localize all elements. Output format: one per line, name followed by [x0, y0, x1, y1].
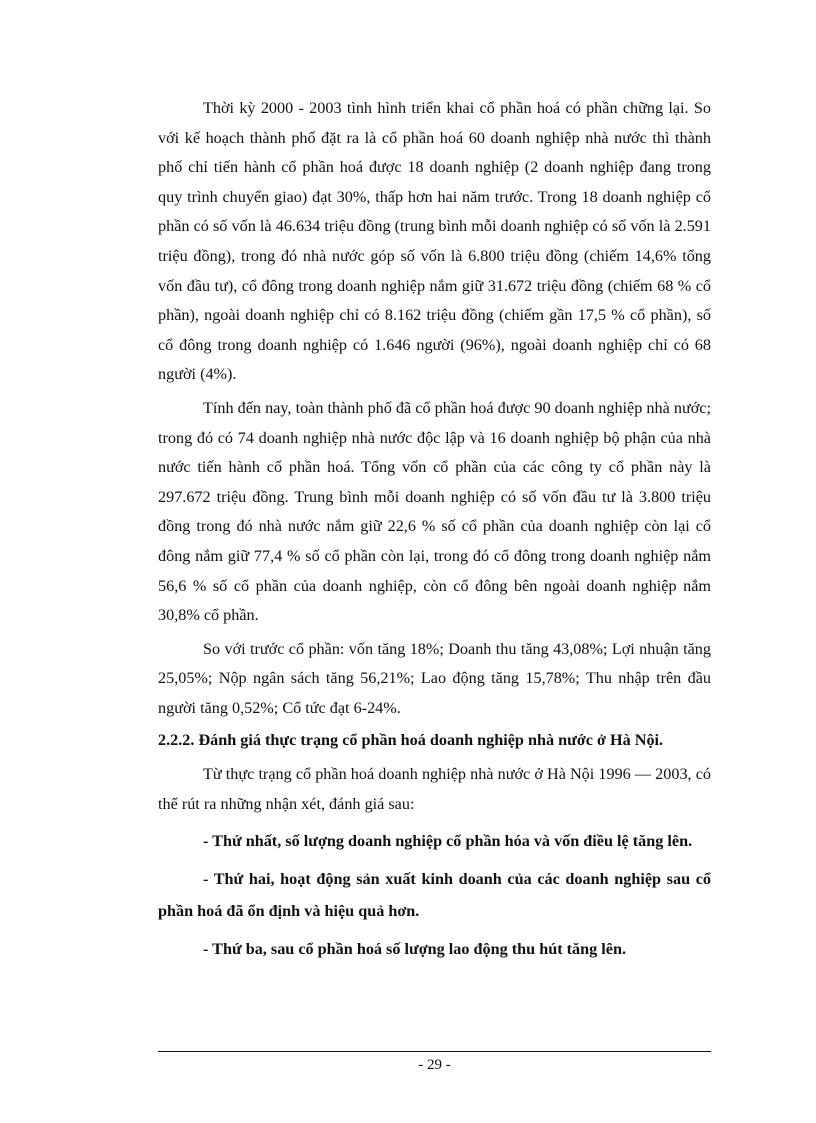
paragraph: Thời kỳ 2000 - 2003 tình hình triển khai cổ phần hoá có phần chững lại. So với kế hoạch thành phố đặt ra là cổ phần hoá 60 doanh nghiệp nhà nước thì thành phố chỉ tiến hành cổ phần hoá được 18 doanh nghiệp (2 doanh nghiệp đang trong quy trình chuyển giao) đạt 30%, thấp hơn hai năm trước. Trong 18 doanh nghiệp cổ phần có số vốn là 46.634 triệu đồng (trung bình mỗi doanh nghiệp có số vốn là 2.591 triệu đồng), trong đó nhà nước góp số vốn là 6.800 triệu đồng (chiếm 14,6% tổng vốn đầu tư), cổ đông trong doanh nghiệp nắm giữ 31.672 triệu đồng (chiếm 68 % cổ phần), ngoài doanh nghiệp chỉ có 8.162 triệu đồng (chiếm gần 17,5 % cổ phần), số cổ đông trong doanh nghiệp có 1.646 người (96%), ngoài doanh nghiệp chỉ có 68 người (4%). — [158, 99, 711, 384]
page-number: - 29 - — [418, 1057, 451, 1073]
section-heading: 2.2.2. Đánh giá thực trạng cổ phần hoá doanh nghiệp nhà nước ở Hà Nội. — [158, 731, 664, 750]
paragraph: Tính đến nay, toàn thành phố đã cổ phần hoá được 90 doanh nghiệp nhà nước; trong đó có 74 doanh nghiệp nhà nước độc lập và 16 doanh nghiệp bộ phận của nhà nước tiến hành cổ phần hoá. Tổng vốn cổ phần của các công ty cổ phần này là 297.672 triệu đồng. Trung bình mỗi doanh nghiệp có số vốn đầu tư là 3.800 triệu đồng trong đó nhà nước nắm giữ 22,6 % số cổ phần của doanh nghiệp còn lại cổ đông nắm giữ 77,4 % số cổ phần còn lại, trong đó cổ đông trong doanh nghiệp nắm 56,6 % số cổ phần của doanh nghiệp, còn cổ đông bên ngoài doanh nghiệp nắm 30,8% cổ phần. — [158, 398, 711, 625]
document-page — [158, 94, 711, 965]
finding-item: - Thứ nhất, số lượng doanh nghiệp cổ phần hóa và vốn điều lệ tăng lên. — [203, 832, 693, 851]
paragraph: So với trước cổ phần: vốn tăng 18%; Doanh thu tăng 43,08%; Lợi nhuận tăng 25,05%; Nộp ngân sách tăng 56,21%; Lao động tăng 15,78%; Thu nhập trên đầu người tăng 0,52%; Cổ tức đạt 6-24%. — [158, 639, 711, 717]
footer-divider — [158, 1051, 711, 1052]
intro-paragraph: Từ thực trạng cổ phần hoá doanh nghiệp nhà nước ở Hà Nội 1996 — 2003, có thể rút ra những nhận xét, đánh giá sau: — [158, 765, 711, 813]
finding-item: - Thứ hai, hoạt động sản xuất kinh doanh của các doanh nghiệp sau cổ phần hoá đã ổn định và hiệu quả hơn. — [158, 870, 711, 921]
finding-item: - Thứ ba, sau cổ phần hoá số lượng lao động thu hút tăng lên. — [203, 940, 627, 959]
